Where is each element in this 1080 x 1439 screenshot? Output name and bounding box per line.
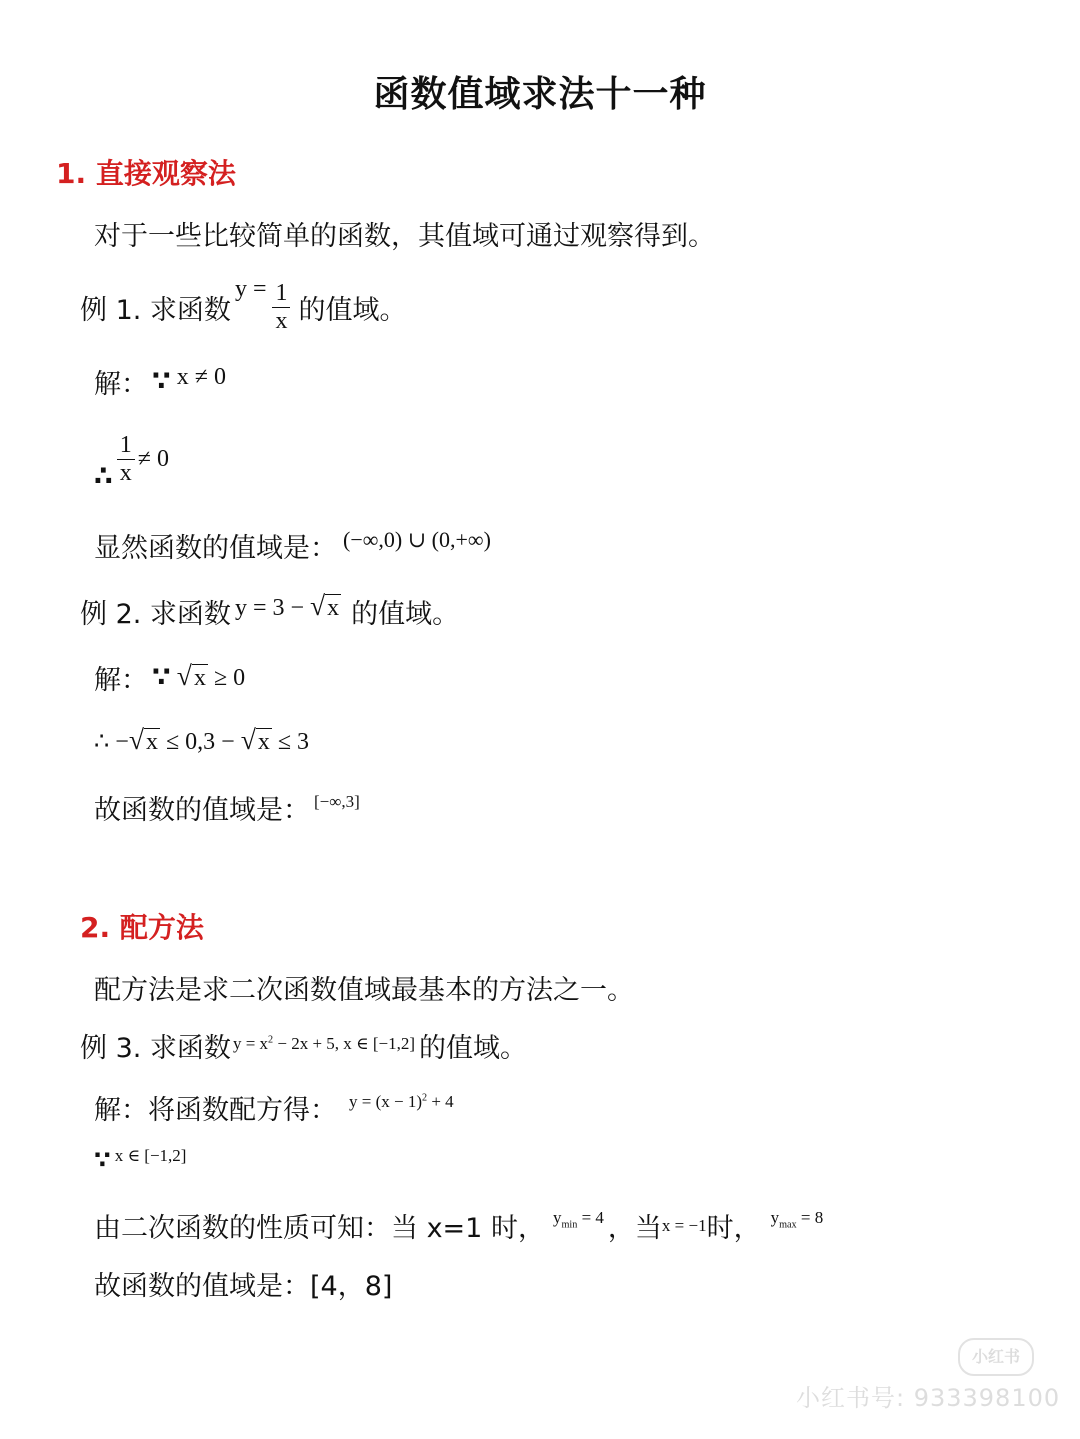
sqrt [129, 724, 160, 756]
ymin-math [553, 1208, 604, 1230]
because-symbol: ∵ [152, 366, 171, 397]
radical-icon: √ [128, 724, 144, 755]
math-part: = 8 [796, 1208, 824, 1228]
example-2-label: 例 2. 求函数 [80, 599, 231, 630]
section-1-intro: 对于一些比较简单的函数，其值域可通过观察得到。 [94, 221, 715, 252]
func-prefix: y = 3 − [234, 594, 305, 621]
watermark-logo: 小红书 [958, 1338, 1034, 1376]
solution-label: 解： [94, 665, 148, 696]
fraction-denominator: x [275, 307, 288, 334]
property-text: 由二次函数的性质可知：当 x=1 时， [94, 1213, 545, 1244]
example-3-conclusion: 故函数的值域是：[4，8] [94, 1271, 393, 1302]
example-2-conclusion [94, 788, 360, 827]
completed-square-math [349, 1092, 454, 1112]
radical-icon: √ [176, 659, 192, 691]
watermark-id: 小红书号: 933398100 [796, 1384, 1061, 1412]
page-title: 函数值域求法十一种 [373, 74, 707, 115]
example-3-func [233, 1034, 415, 1054]
example-1-lhs: y = [234, 275, 267, 302]
example-1-conclusion [94, 526, 491, 565]
exponent: 2 [268, 1033, 274, 1045]
relation: ≥ 0 [213, 664, 246, 691]
inequality-part-1: ≤ 0,3 − [165, 729, 235, 755]
therefore-fraction [117, 432, 135, 486]
conclusion-label: 故函数的值域是： [94, 795, 310, 826]
range-math: [−∞,3] [314, 791, 360, 811]
example-1-solution-line [94, 362, 226, 401]
therefore-symbol: ∴ [94, 461, 113, 492]
ymax-math [771, 1208, 824, 1230]
property-text: ，当 [607, 1213, 662, 1244]
property-text: 时， [706, 1213, 761, 1244]
condition-math: x ≠ 0 [176, 364, 226, 390]
sqrt [241, 724, 272, 756]
example-3-label: 例 3. 求函数 [80, 1033, 231, 1064]
fraction-numerator: 1 [117, 432, 135, 459]
inequality-part-2: ≤ 3 [277, 729, 310, 755]
subscript: max [779, 1219, 797, 1231]
radicand: x [193, 664, 206, 691]
range-math: (−∞,0) ∪ (0,+∞) [343, 526, 491, 552]
example-1-line [80, 272, 406, 342]
solution-label: 解：将函数配方得： [94, 1095, 337, 1126]
section-1-heading: 1. 直接观察法 [56, 157, 236, 190]
section-2-heading: 2. 配方法 [80, 911, 204, 944]
subscript: min [561, 1219, 578, 1231]
example-3-solution-line [94, 1088, 454, 1127]
math-part: y [552, 1208, 562, 1228]
radicand: x [327, 594, 340, 621]
neq-math: ≠ 0 [137, 445, 169, 472]
radical-icon: √ [240, 724, 256, 755]
example-1-therefore-line [94, 426, 169, 492]
radicand: x [145, 729, 158, 755]
example-3-property-line [94, 1206, 823, 1245]
because-symbol: ∵ [152, 662, 171, 693]
fraction-denominator: x [119, 459, 132, 486]
math-part: + 4 [427, 1091, 454, 1111]
example-3-because-line [94, 1146, 186, 1174]
x-eq-math: x = −1 [661, 1215, 707, 1235]
therefore-prefix: ∴ − [94, 729, 129, 755]
section-2-intro: 配方法是求二次函数值域最基本的方法之一。 [94, 975, 634, 1006]
func-part: − 2x + 5, x ∈ [−1,2] [273, 1033, 416, 1053]
solution-label: 解： [94, 369, 148, 400]
fraction-numerator: 1 [272, 280, 290, 307]
example-2-suffix: 的值域。 [351, 599, 460, 630]
because-symbol: ∵ [94, 1146, 111, 1174]
example-2-func [235, 590, 341, 622]
example-2-therefore-line [94, 724, 309, 756]
condition-math: x ∈ [−1,2] [114, 1146, 187, 1165]
example-2-solution-line [94, 658, 245, 697]
exponent: 2 [422, 1091, 428, 1103]
radical-icon: √ [310, 589, 326, 621]
sqrt [310, 590, 341, 622]
example-2-line [80, 589, 460, 631]
example-1-fraction [272, 280, 290, 334]
math-part: y [770, 1208, 780, 1228]
sqrt [177, 660, 208, 692]
radicand: x [257, 729, 270, 755]
condition-math [177, 660, 245, 692]
example-1-label: 例 1. 求函数 [80, 294, 231, 326]
math-part: y = (x − 1) [349, 1091, 422, 1111]
example-3-suffix: 的值域。 [419, 1033, 528, 1064]
example-3-line [80, 1026, 527, 1065]
conclusion-label: 显然函数的值域是： [94, 533, 337, 564]
func-part: y = x [232, 1033, 269, 1053]
math-part: = 4 [577, 1208, 604, 1228]
example-1-suffix: 的值域。 [298, 294, 407, 326]
